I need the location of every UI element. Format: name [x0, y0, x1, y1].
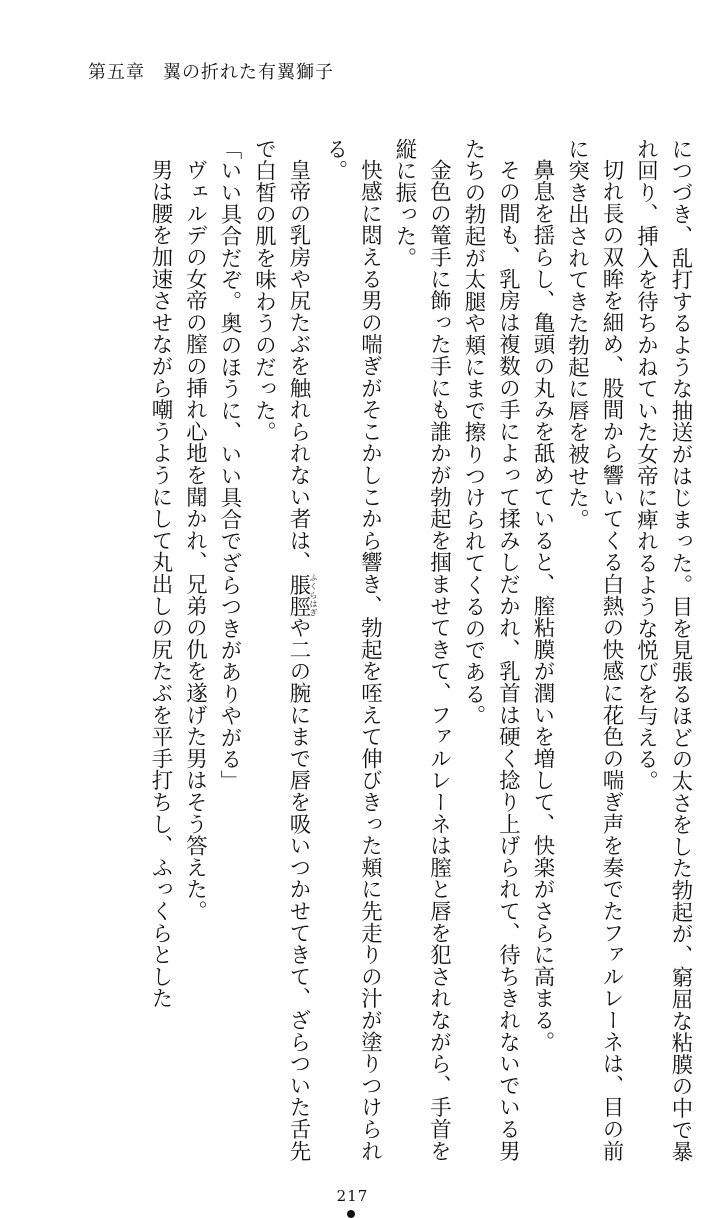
paragraph: 金色の篭手に飾った手にも誰かが勃起を掴ませてきて、ファルレーネは膣と唇を犯されながら、手首を縦に振った。 — [392, 138, 452, 1163]
paragraph: 切れ長の双眸を細め、股間から響いてくる白熱の快感に花色の喘ぎ声を奏でたファルレーネは、目の前に突き出されてきた勃起に唇を被せた。 — [564, 138, 624, 1163]
paragraph: 鼻息を揺らし、亀頭の丸みを舐めていると、膣粘膜が潤いを増して、快楽がさらに高まる。 — [530, 159, 555, 1054]
paragraph: その間も、乳房は複数の手によって揉みしだかれ、乳首は硬く捻り上げられて、待ちきれないでいる男たちの勃起が太腿や頬にまで擦りつけられてくるのである。 — [461, 138, 521, 1163]
paragraph — [246, 138, 318, 1178]
body-text — [7, 138, 697, 1178]
paragraph: 快感に悶える男の喘ぎがそこかしこから響き、勃起を咥えて伸びきった頬に先走りの汁が塗りつけられる。 — [323, 138, 383, 1163]
paragraph-text: 皇帝の乳房や尻たぶを触れられない者は、 — [286, 159, 311, 574]
paragraph-text: や二の腕にまで唇を吸いつかせてきて、ざらついた舌先で白皙の肌を味わうのだった。 — [251, 138, 311, 1163]
chapter-title: 翼の折れた有翼獅子 — [163, 62, 334, 83]
ruby-reading: ふくらはぎ — [309, 573, 318, 618]
ruby-word — [286, 573, 318, 618]
paragraph: につづき、乱打するような抽送がはじまった。目を見張るほどの太さをした勃起が、窮屈な粘膜の中で暴れ回り、挿入を待ちかねていた女帝に痺れるような悦びを与える。 — [633, 138, 693, 1163]
ruby-base: 脹脛 — [286, 573, 311, 618]
dialogue-line: 「いい具合だぞ。奥のほうに、いい具合でざらつきがありやがる」 — [217, 138, 242, 792]
paragraph: 男は腰を加速させながら嘲うようにして丸出しの尻たぶを平手打ちし、ふっくらとした — [148, 159, 173, 1010]
page-marker-dot — [347, 1210, 355, 1218]
page-number: 217 — [336, 1187, 369, 1205]
running-header — [88, 58, 334, 84]
paragraph: ヴェルデの女帝の膣の挿れ心地を聞かれ、兄弟の仇を遂げた男はそう答えた。 — [182, 159, 208, 923]
chapter-number: 第五章 — [88, 62, 145, 83]
